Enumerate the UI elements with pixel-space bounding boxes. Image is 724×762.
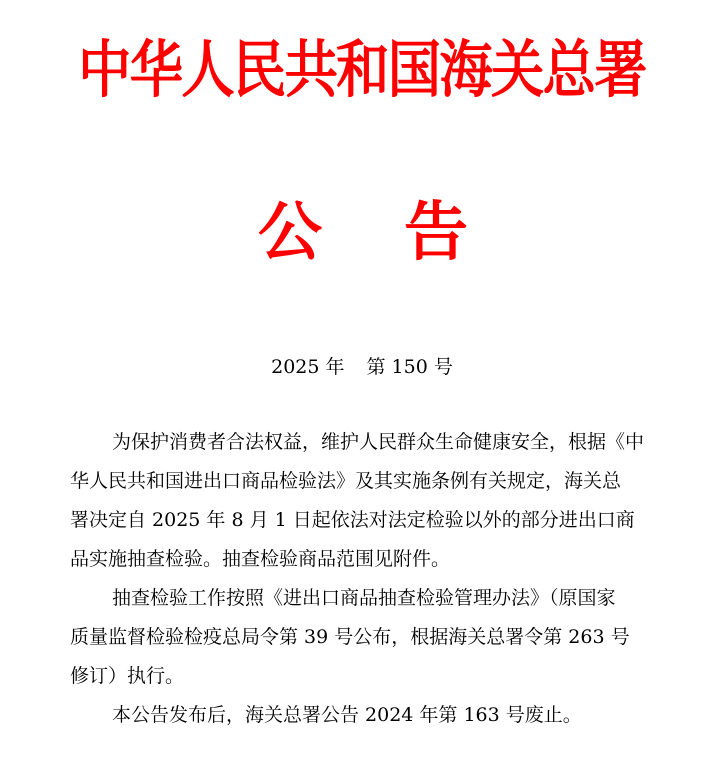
document-year: 2025 年 [271, 356, 345, 378]
paragraph-line: 质量监督检验检疫总局令第 39 号公布，根据海关总署令第 263 号 [70, 626, 630, 648]
heading-char-gao: 告 [404, 195, 468, 270]
paragraph-line: 华人民共和国进出口商品检验法》及其实施条例有关规定，海关总 [70, 470, 622, 492]
announcement-body [70, 423, 672, 735]
heading-char-gong: 公 [258, 195, 322, 270]
paragraph-line: 修订）执行。 [70, 665, 185, 687]
document-number [0, 352, 724, 382]
document-serial: 第 150 号 [366, 356, 453, 378]
document-type-heading [0, 188, 724, 278]
paragraph-line: 抽查检验工作按照《进出口商品抽查检验管理办法》（原国家 [112, 587, 616, 609]
paragraph-inspection-decision [70, 423, 672, 579]
paragraph-inspection-procedure [70, 579, 672, 696]
paragraph-line: 品实施抽查检验。抽查检验商品范围见附件。 [70, 548, 451, 570]
paragraph-line: 为保护消费者合法权益，维护人民群众生命健康安全，根据《中 [112, 431, 645, 453]
paragraph-line: 本公告发布后，海关总署公告 2024 年第 163 号废止。 [112, 704, 582, 726]
paragraph-repeal-notice [70, 696, 672, 735]
agency-title: 中华人民共和国海关总署 [78, 33, 646, 106]
paragraph-line: 署决定自 2025 年 8 月 1 日起依法对法定检验以外的部分进出口商 [70, 509, 635, 531]
